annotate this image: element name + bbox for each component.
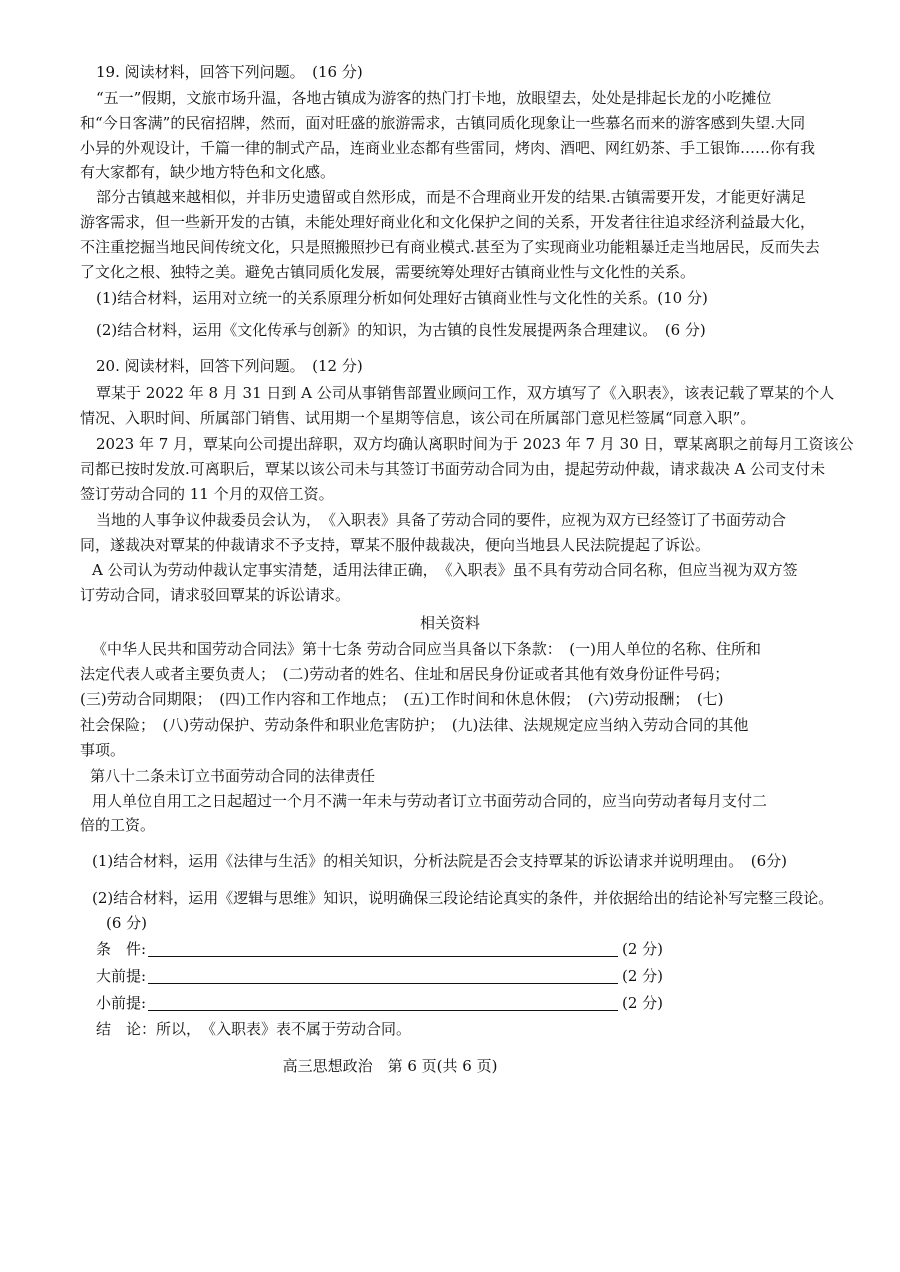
law-article-17-line: 事项。 <box>80 741 126 759</box>
fill-score: (2 分) <box>622 994 664 1012</box>
q19-material-line: 不注重挖掘当地民间传统文化，只是照搬照抄已有商业模式.甚至为了实现商业功能粗暴迁走当地居民，反而失去 <box>80 238 820 256</box>
law-article-17-line: 《中华人民共和国劳动合同法》第十七条 劳动合同应当具备以下条款： (一)用人单位的名称、住所和 <box>92 640 761 658</box>
law-article-82-line: 用人单位自用工之日起超过一个月不满一年未与劳动者订立书面劳动合同的，应当向劳动者每月支付二 <box>92 792 768 810</box>
syllogism-conclusion: 结 论：所以， 《入职表》表不属于劳动合同。 <box>96 1020 412 1038</box>
q19-subquestion-2: (2)结合材料，运用《文化传承与创新》的知识，为古镇的良性发展提两条合理建议。 (6 分) <box>96 321 706 339</box>
answer-blank-major-premise[interactable] <box>148 983 618 984</box>
q20-subquestion-1: (1)结合材料，运用《法律与生活》的相关知识，分析法院是否会支持覃某的诉讼请求并说明理由。 (6分) <box>92 852 787 870</box>
law-article-82-line: 倍的工资。 <box>80 816 156 834</box>
law-article-17-line: (三)劳动合同期限； (四)工作内容和工作地点； (五)工作时间和休息休假； (六)劳动报酬； (七) <box>80 690 724 708</box>
q20-material-line: A 公司认为劳动仲裁认定事实清楚，适用法律正确， 《入职表》虽不具有劳动合同名称，但应当视为双方签 <box>92 561 798 579</box>
q20-material-line: 覃某于 2022 年 8 月 31 日到 A 公司从事销售部置业顾问工作，双方填写了《入职表》，该表记载了覃某的个人 <box>96 384 835 402</box>
q20-material-line: 情况、入职时间、所属部门销售、试用期一个星期等信息，该公司在所属部门意见栏签属“同意入职”。 <box>80 409 756 427</box>
q19-material-line: 了文化之根、独特之美。避免古镇同质化发展，需要统筹处理好古镇商业性与文化性的关系。 <box>80 263 696 281</box>
q19-material-line: 小异的外观设计，千篇一律的制式产品，连商业业态都有些雷同，烤肉、酒吧、网红奶茶、手工银饰……你有我 <box>80 139 816 157</box>
q20-material-line: 签订劳动合同的 11 个月的双倍工资。 <box>80 485 334 503</box>
q20-material-line: 司都已按时发放.可离职后，覃某以该公司未与其签订书面劳动合同为由，提起劳动仲裁，请求裁决 A 公司支付未 <box>80 460 826 478</box>
q20-subquestion-2: (2)结合材料，运用《逻辑与思维》知识，说明确保三段论结论真实的条件，并依据给出的结论补写完整三段论。 <box>92 889 834 907</box>
fill-score: (2 分) <box>622 967 664 985</box>
q20-subquestion-2-score: (6 分) <box>106 914 148 932</box>
q19-material-line: 部分古镇越来越相似，并非历史遗留或自然形成，而是不合理商业开发的结果.古镇需要开发，才能更好满足 <box>96 188 806 206</box>
q19-material-line: 和“今日客满”的民宿招牌，然而，面对旺盛的旅游需求，古镇同质化现象让一些慕名而来的游客感到失望.大同 <box>80 114 806 132</box>
q20-material-line: 当地的人事争议仲裁委员会认为， 《入职表》具备了劳动合同的要件，应视为双方已经签订了书面劳动合 <box>96 511 787 529</box>
q19-header: 19. 阅读材料，回答下列问题。 (16 分) <box>96 63 363 81</box>
fill-label-minor-premise: 小前提: <box>96 994 147 1012</box>
answer-blank-condition[interactable] <box>148 956 618 957</box>
q20-material-line: 订劳动合同，请求驳回覃某的诉讼请求。 <box>80 586 351 604</box>
related-materials-title: 相关资料 <box>419 614 480 632</box>
law-article-17-line: 法定代表人或者主要负责人； (二)劳动者的姓名、住址和居民身份证或者其他有效身份证件号码； <box>80 665 730 683</box>
q20-header: 20. 阅读材料，回答下列问题。 (12 分) <box>96 357 363 375</box>
answer-blank-minor-premise[interactable] <box>148 1010 618 1011</box>
fill-label-major-premise: 大前提: <box>96 967 147 985</box>
q20-material-line: 2023 年 7 月，覃某向公司提出辞职，双方均确认离职时间为于 2023 年 7 月 30 日，覃某离职之前每月工资该公 <box>96 435 854 453</box>
fill-score: (2 分) <box>622 940 664 958</box>
q19-material-line: 游客需求，但一些新开发的古镇，未能处理好商业化和文化保护之间的关系，开发者往往追求经济利益最大化， <box>80 213 816 231</box>
law-article-82-title: 第八十二条未订立书面劳动合同的法律责任 <box>90 767 376 785</box>
q20-material-line: 同，遂裁决对覃某的仲裁请求不予支持，覃某不服仲裁裁决，便向当地县人民法院提起了诉讼。 <box>80 536 711 554</box>
q19-material-line: 有大家都有，缺少地方特色和文化感。 <box>80 163 336 181</box>
q19-subquestion-1: (1)结合材料，运用对立统一的关系原理分析如何处理好古镇商业性与文化性的关系。(10 分) <box>96 289 708 307</box>
law-article-17-line: 社会保险； (八)劳动保护、劳动条件和职业危害防护； (九)法律、法规规定应当纳入劳动合同的其他 <box>80 716 749 734</box>
q19-material-line: “五一”假期，文旅市场升温，各地古镇成为游客的热门打卡地，放眼望去，处处是排起长龙的小吃摊位 <box>96 89 772 107</box>
fill-label-condition: 条 件: <box>96 940 147 958</box>
page-footer: 高三思想政治 第 6 页(共 6 页) <box>282 1057 498 1075</box>
